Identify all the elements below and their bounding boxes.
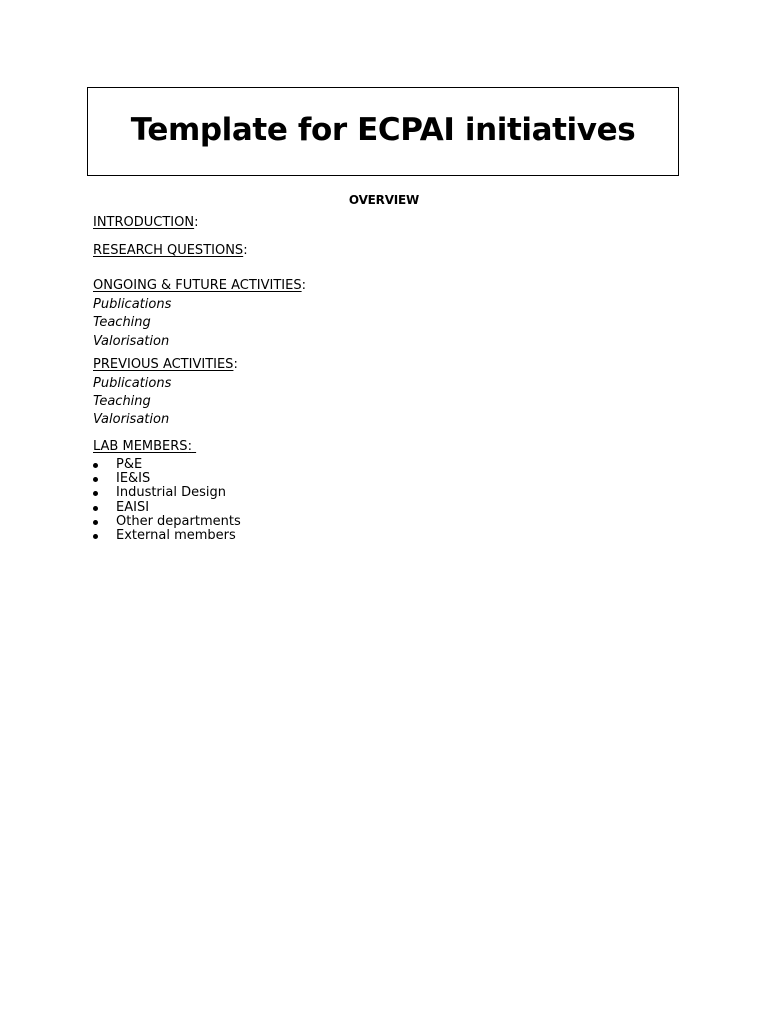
member-label: EAISI [116,499,150,515]
previous-item-valorisation: Valorisation [93,412,170,427]
list-item [93,472,241,486]
title-box [87,87,679,176]
bullet-icon [93,463,98,468]
list-item [93,486,241,500]
introduction-line [93,215,199,231]
colon: : [243,243,248,258]
introduction-heading: INTRODUCTION [93,215,195,230]
ongoing-future-heading: ONGOING & FUTURE ACTIVITIES [93,278,302,293]
previous-activities-heading: PREVIOUS ACTIVITIES [93,357,234,372]
bullet-icon [93,477,98,482]
colon: : [187,439,192,454]
colon: : [301,278,306,293]
bullet-icon [93,506,98,511]
member-label: Other departments [116,513,241,529]
member-label: IE&IS [116,471,151,487]
member-label: P&E [116,457,143,472]
bullet-icon [93,520,98,525]
ongoing-future-line [93,278,306,294]
colon: : [233,357,238,372]
member-label: Industrial Design [116,485,226,501]
research-questions-line [93,243,248,259]
trailing-space [192,439,196,454]
bullet-icon [93,534,98,539]
ongoing-item-teaching: Teaching [93,315,151,330]
colon: : [194,215,199,230]
lab-members-list [93,458,241,543]
bullet-icon [93,491,98,496]
document-title: Template for ECPAI initiatives [130,111,636,148]
list-item [93,458,241,472]
overview-heading: OVERVIEW [348,193,420,207]
list-item [93,501,241,515]
previous-item-teaching: Teaching [93,394,151,409]
list-item [93,529,241,543]
research-questions-heading: RESEARCH QUESTIONS [93,243,244,258]
previous-item-publications: Publications [93,376,172,391]
list-item [93,515,241,529]
ongoing-item-valorisation: Valorisation [93,334,170,349]
member-label: External members [116,527,236,543]
lab-members-heading: LAB MEMBERS [93,439,188,454]
lab-members-line [93,439,196,455]
ongoing-item-publications: Publications [93,297,172,312]
previous-activities-line [93,357,238,373]
